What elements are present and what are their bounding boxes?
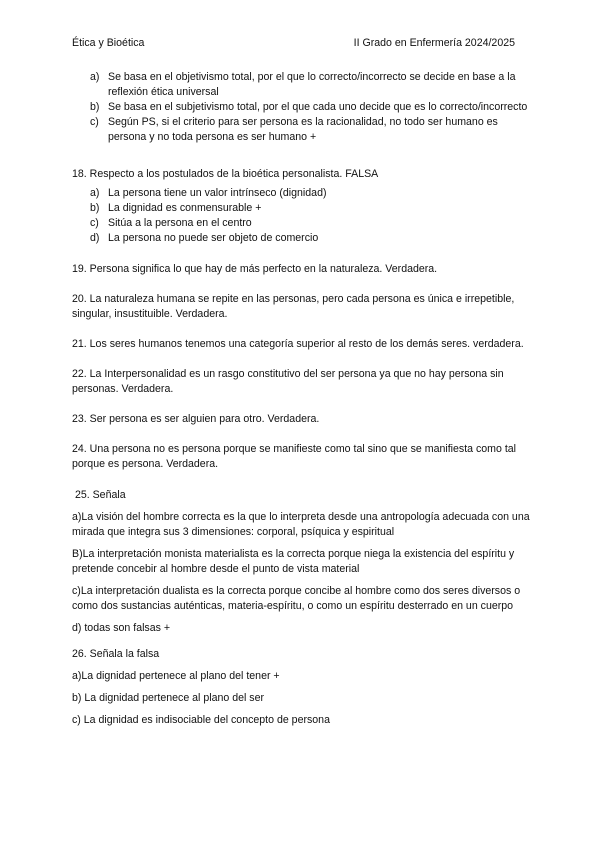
question-26-option-a: a)La dignidad pertenece al plano del tener + xyxy=(72,670,280,682)
course-title: Ética y Bioética xyxy=(72,37,145,49)
list-item: d) La persona no puede ser objeto de comercio xyxy=(90,232,319,244)
list-item: b) Se basa en el subjetivismo total, por el que cada uno decide que es lo correcto/incorrecto xyxy=(90,101,528,113)
question-25-option-a: a)La visión del hombre correcta es la que lo interpreta desde una antropología adecuada con una mirada que integra sus 3 dimensiones: corporal, psíquica y espiritual xyxy=(72,511,530,538)
document-body xyxy=(72,70,534,728)
list-item: b) La dignidad es conmensurable + xyxy=(90,202,262,214)
question-25-title: 25. Señala xyxy=(72,489,126,501)
question-25-option-b: B)La interpretación monista materialista es la correcta porque niega la existencia del espíritu y pretende concebir al hombre desde el punto de vista material xyxy=(72,548,515,575)
question-25-option-d: d) todas son falsas + xyxy=(72,622,171,634)
question-26-title: 26. Señala la falsa xyxy=(72,648,160,660)
question-22: 22. La Interpersonalidad es un rasgo constitutivo del ser persona ya que no hay persona sin personas. Verdadera. xyxy=(72,368,504,395)
page-header xyxy=(72,36,515,52)
question-25-option-c: c)La interpretación dualista es la correcta porque concibe al hombre como dos seres diversos o como dos sustancias auténticas, materia-espíritu, o como un espíritu desterrado en un cuerpo xyxy=(72,585,521,612)
intro-options-list xyxy=(72,70,534,145)
question-24: 24. Una persona no es persona porque se manifieste como tal sino que se manifiesta como tal porque es persona. Verdadera. xyxy=(72,443,517,470)
course-grade-year: II Grado en Enfermería 2024/2025 xyxy=(353,37,515,49)
question-21: 21. Los seres humanos tenemos una categoría superior al resto de los demás seres. verdadera. xyxy=(72,338,524,350)
list-item: a) La persona tiene un valor intrínseco (dignidad) xyxy=(90,187,327,199)
question-20: 20. La naturaleza humana se repite en las personas, pero cada persona es única e irrepetible, singular, insustituible. Verdadera. xyxy=(72,293,515,320)
question-18-title: 18. Respecto a los postulados de la bioética personalista. FALSA xyxy=(72,168,379,180)
question-18-options xyxy=(72,186,534,246)
question-26-option-c: c) La dignidad es indisociable del concepto de persona xyxy=(72,714,330,726)
list-item: c) Sitúa a la persona en el centro xyxy=(90,217,252,229)
list-item: c) Según PS, si el criterio para ser persona es la racionalidad, no todo ser humano es persona y no toda persona es ser humano + xyxy=(90,116,498,143)
question-19: 19. Persona significa lo que hay de más perfecto en la naturaleza. Verdadera. xyxy=(72,263,438,275)
list-item: a) Se basa en el objetivismo total, por el que lo correcto/incorrecto se decide en base a la reflexión ética universal xyxy=(90,71,516,98)
question-26-option-b: b) La dignidad pertenece al plano del ser xyxy=(72,692,265,704)
question-23: 23. Ser persona es ser alguien para otro. Verdadera. xyxy=(72,413,320,425)
